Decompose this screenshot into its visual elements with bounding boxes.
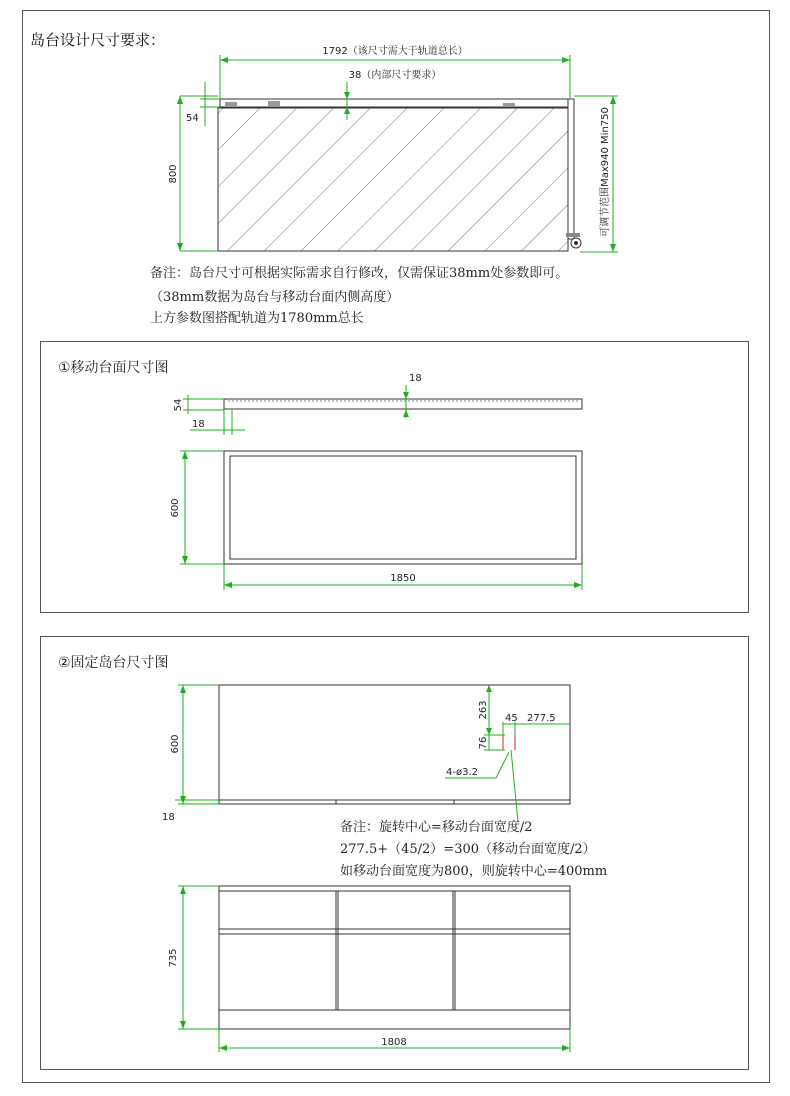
overview-note-3: 上方参数图搭配轨道为1780mm总长 — [150, 311, 364, 326]
dim-offset-18: 18 — [192, 419, 205, 430]
section2-note-1: 备注：旋转中心=移动台面宽度/2 — [340, 820, 533, 835]
dim-holes: 4-ø3.2 — [446, 767, 478, 778]
dim-length-1808: 1808 — [381, 1037, 407, 1048]
island-top-plan — [219, 685, 570, 804]
dim-277-5: 277.5 — [527, 713, 556, 724]
dim-total-width: 1792（该尺寸需大于轨道总长） — [322, 46, 468, 57]
section2-note-2: 277.5+（45/2）=300（移动台面宽度/2） — [340, 842, 596, 857]
dim-inner-18: 18 — [409, 373, 422, 384]
overview-note-1: 备注：岛台尺寸可根据实际需求自行修改，仅需保证38mm处参数即可。 — [150, 266, 569, 281]
dim-adjust-range: 可调节范围Max940 Min750 — [600, 107, 611, 237]
dim-height-735: 735 — [168, 948, 179, 968]
section2-title: ②固定岛台尺寸图 — [58, 655, 169, 671]
dim-bottom-18: 18 — [162, 812, 175, 823]
dim-263: 263 — [478, 700, 489, 720]
dim-inner-height: 38（内部尺寸要求） — [348, 70, 442, 81]
dim-depth-600: 600 — [170, 498, 181, 518]
island-front-view — [219, 886, 570, 1029]
page-title: 岛台设计尺寸要求： — [30, 31, 166, 49]
dim-45: 45 — [505, 713, 518, 724]
dim-height: 800 — [168, 164, 179, 184]
dim-depth-600: 600 — [170, 734, 181, 754]
section1-title: ①移动台面尺寸图 — [58, 360, 169, 376]
dim-length-1850: 1850 — [390, 573, 416, 584]
overview-note-2: （38mm数据为岛台与移动台面内侧高度） — [150, 290, 400, 305]
dim-76: 76 — [478, 736, 489, 750]
dim-top-thickness: 54 — [186, 113, 199, 124]
section2-note-3: 如移动台面宽度为800，则旋转中心=400mm — [340, 864, 608, 879]
dim-thickness-54: 54 — [173, 398, 184, 412]
